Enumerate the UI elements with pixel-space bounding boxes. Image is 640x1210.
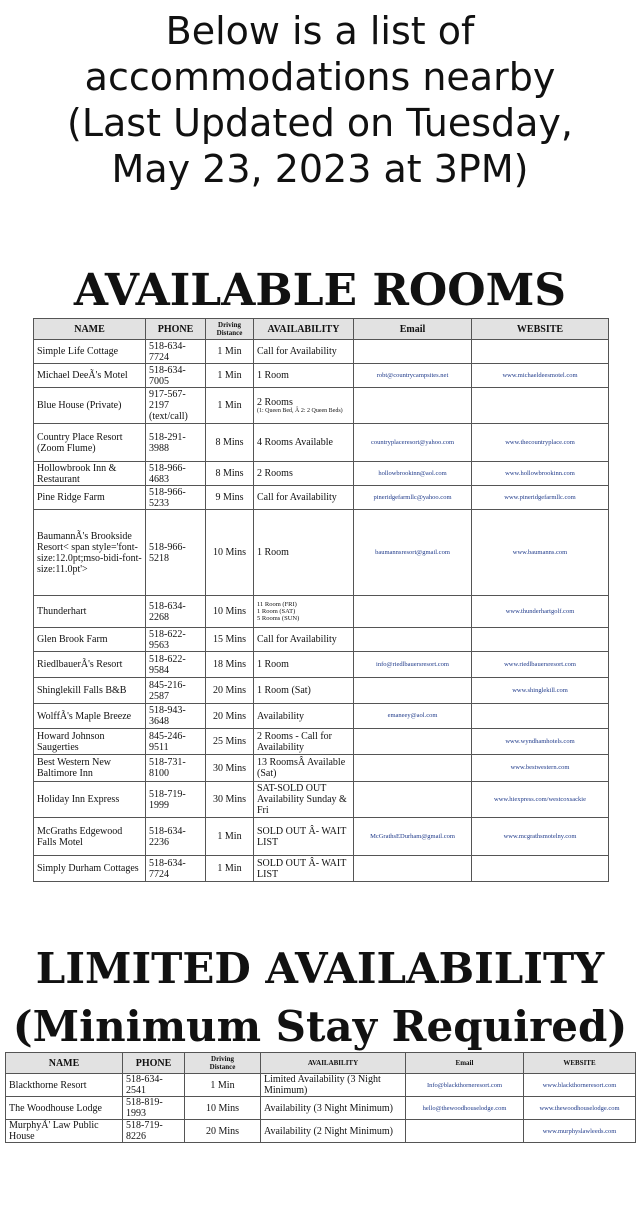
table-row (34, 596, 609, 628)
table-header-row (34, 319, 609, 340)
cell-name: Hollowbrook Inn & Restaurant (34, 462, 146, 486)
cell-availability: 1 Room (254, 364, 354, 388)
intro-line: May 23, 2023 at 3PM) (111, 147, 529, 191)
table-row (34, 652, 609, 678)
cell-distance: 1 Min (206, 388, 254, 424)
table-row (34, 678, 609, 704)
cell-availability (254, 596, 354, 628)
cell-website[interactable]: www.murphyslawleeds.com (524, 1120, 636, 1143)
cell-name: Simply Durham Cottages (34, 856, 146, 882)
header-availability: AVAILABILITY (254, 319, 354, 340)
intro-heading (0, 8, 640, 192)
header-availability: AVAILABILITY (261, 1053, 406, 1074)
header-website: WEBSITE (472, 319, 609, 340)
cell-email[interactable]: emaneey@aol.com (354, 704, 472, 729)
header-phone: PHONE (146, 319, 206, 340)
cell-email[interactable] (354, 729, 472, 755)
cell-website[interactable]: www.pineridgefarmllc.com (472, 486, 609, 510)
table-row (34, 729, 609, 755)
cell-name: Howard Johnson Saugerties (34, 729, 146, 755)
table-row (34, 704, 609, 729)
cell-availability: SOLD OUT Â- WAIT LIST (254, 856, 354, 882)
cell-website[interactable] (472, 628, 609, 652)
cell-name: MurphyÃ' Law Public House (6, 1120, 123, 1143)
header-distance-top: Driving (211, 1055, 234, 1063)
cell-phone: 518-943-3648 (146, 704, 206, 729)
cell-distance: 20 Mins (206, 678, 254, 704)
cell-name: Glen Brook Farm (34, 628, 146, 652)
cell-distance: 25 Mins (206, 729, 254, 755)
cell-website[interactable]: www.bestwestern.com (472, 755, 609, 782)
cell-distance: 18 Mins (206, 652, 254, 678)
cell-availability: Availability (254, 704, 354, 729)
cell-distance: 1 Min (206, 818, 254, 856)
cell-email[interactable]: baumannsresort@gmail.com (354, 510, 472, 596)
table-row (34, 388, 609, 424)
cell-availability: 2 Rooms (254, 462, 354, 486)
table-row (34, 364, 609, 388)
limited-availability-table (5, 1052, 636, 1143)
cell-availability: 4 Rooms Available (254, 424, 354, 462)
cell-phone: 518-634-2541 (123, 1074, 185, 1097)
cell-website[interactable]: www.wyndhamhotels.com (472, 729, 609, 755)
availability-line: 11 Room (FRI) (257, 601, 297, 608)
available-rooms-title: AVAILABLE ROOMS (73, 265, 567, 316)
cell-website[interactable]: www.thecountryplace.com (472, 424, 609, 462)
cell-name: Blackthorne Resort (6, 1074, 123, 1097)
availability-line: 5 Rooms (SUN) (257, 615, 300, 622)
cell-name: McGraths Edgewood Falls Motel (34, 818, 146, 856)
cell-availability: 13 RoomsÂ Available (Sat) (254, 755, 354, 782)
cell-phone: 518-719-8226 (123, 1120, 185, 1143)
cell-email[interactable] (406, 1120, 524, 1143)
cell-distance: 20 Mins (185, 1120, 261, 1143)
cell-distance: 1 Min (185, 1074, 261, 1097)
cell-distance: 10 Mins (185, 1097, 261, 1120)
cell-name: Thunderhart (34, 596, 146, 628)
cell-distance: 30 Mins (206, 755, 254, 782)
intro-line: Below is a list of (165, 9, 475, 53)
availability-note: (1: Queen Bed, Â 2: 2 Queen Beds) (257, 407, 343, 414)
cell-email[interactable]: pineridgefarmllc@yahoo.com (354, 486, 472, 510)
table-row (34, 818, 609, 856)
cell-website[interactable]: www.hiexpress.com/westcoxsackie (472, 782, 609, 818)
table-row (34, 782, 609, 818)
cell-availability: Call for Availability (254, 486, 354, 510)
cell-phone: 518-291-3988 (146, 424, 206, 462)
cell-email[interactable] (354, 388, 472, 424)
table-row (34, 510, 609, 596)
header-distance (185, 1053, 261, 1074)
cell-website[interactable]: www.blackthorneresort.com (524, 1074, 636, 1097)
table-row (34, 856, 609, 882)
header-distance-bottom: Distance (209, 1063, 236, 1071)
cell-distance: 8 Mins (206, 462, 254, 486)
cell-website[interactable] (472, 704, 609, 729)
cell-website[interactable]: www.mcgrathsmotelny.com (472, 818, 609, 856)
cell-phone: 518-622-9563 (146, 628, 206, 652)
cell-email[interactable] (354, 856, 472, 882)
cell-name: Holiday Inn Express (34, 782, 146, 818)
table-row (34, 462, 609, 486)
cell-email[interactable]: McGrathsEDurham@gmail.com (354, 818, 472, 856)
cell-name: Best Western New Baltimore Inn (34, 755, 146, 782)
table-row (34, 628, 609, 652)
cell-name: Shinglekill Falls B&B (34, 678, 146, 704)
cell-email[interactable] (354, 755, 472, 782)
cell-phone: 845-216-2587 (146, 678, 206, 704)
cell-name: RiedlbauerÃ's Resort (34, 652, 146, 678)
cell-name: Simple Life Cottage (34, 340, 146, 364)
cell-availability (254, 388, 354, 424)
cell-email[interactable]: hello@thewoodhouselodge.com (406, 1097, 524, 1120)
cell-phone: 518-634-7005 (146, 364, 206, 388)
cell-email[interactable]: info@riedlbauersresort.com (354, 652, 472, 678)
cell-availability: Call for Availability (254, 340, 354, 364)
cell-email[interactable] (354, 678, 472, 704)
cell-email[interactable]: robt@countrycampsites.net (354, 364, 472, 388)
cell-distance: 20 Mins (206, 704, 254, 729)
cell-name: Blue House (Private) (34, 388, 146, 424)
header-email: Email (354, 319, 472, 340)
cell-website[interactable]: www.thunderhartgolf.com (472, 596, 609, 628)
cell-website[interactable] (472, 856, 609, 882)
table-row (34, 486, 609, 510)
cell-name: Pine Ridge Farm (34, 486, 146, 510)
cell-phone: 518-634-7724 (146, 856, 206, 882)
cell-phone: 518-966-4683 (146, 462, 206, 486)
cell-availability: 2 Rooms - Call for Availability (254, 729, 354, 755)
header-website: WEBSITE (524, 1053, 636, 1074)
cell-website[interactable] (472, 388, 609, 424)
cell-name: BaumannÃ's Brookside Resort< span style='font-size:12.0pt;mso-bidi-font-size:11.0pt'> (34, 510, 146, 596)
cell-email[interactable] (354, 340, 472, 364)
header-phone: PHONE (123, 1053, 185, 1074)
cell-name: Country Place Resort (Zoom Flume) (34, 424, 146, 462)
cell-name: The Woodhouse Lodge (6, 1097, 123, 1120)
table-row (6, 1120, 636, 1143)
cell-availability: Availability (3 Night Minimum) (261, 1097, 406, 1120)
header-name: NAME (34, 319, 146, 340)
cell-website[interactable]: www.shinglekill.com (472, 678, 609, 704)
cell-email[interactable]: countryplaceresort@yahoo.com (354, 424, 472, 462)
header-email: Email (406, 1053, 524, 1074)
cell-availability: Call for Availability (254, 628, 354, 652)
cell-phone: 518-634-7724 (146, 340, 206, 364)
cell-distance: 8 Mins (206, 424, 254, 462)
table-header-row (6, 1053, 636, 1074)
cell-availability: 1 Room (254, 652, 354, 678)
cell-availability: SOLD OUT Â- WAIT LIST (254, 818, 354, 856)
header-distance-top: Driving (218, 321, 241, 329)
cell-phone: 845-246-9511 (146, 729, 206, 755)
cell-phone: 518-966-5218 (146, 510, 206, 596)
cell-distance: 10 Mins (206, 510, 254, 596)
intro-line: accommodations nearby (84, 55, 556, 99)
cell-distance: 30 Mins (206, 782, 254, 818)
table-row (34, 755, 609, 782)
cell-distance: 10 Mins (206, 596, 254, 628)
cell-phone: 917-567-2197 (text/call) (146, 388, 206, 424)
limited-availability-title: LIMITED AVAILABILITY (35, 944, 605, 993)
cell-distance: 9 Mins (206, 486, 254, 510)
table-row (34, 424, 609, 462)
cell-phone: 518-731-8100 (146, 755, 206, 782)
cell-phone: 518-634-2236 (146, 818, 206, 856)
cell-distance: 1 Min (206, 364, 254, 388)
availability-line: 1 Room (SAT) (257, 608, 296, 615)
cell-availability: SAT-SOLD OUT Availability Sunday & Fri (254, 782, 354, 818)
cell-website[interactable]: www.michaeldeesmotel.com (472, 364, 609, 388)
cell-availability: Availability (2 Night Minimum) (261, 1120, 406, 1143)
cell-distance: 1 Min (206, 856, 254, 882)
table-row (6, 1097, 636, 1120)
cell-website[interactable]: www.baumanns.com (472, 510, 609, 596)
cell-availability: Limited Availability (3 Night Minimum) (261, 1074, 406, 1097)
cell-website[interactable]: www.hollowbrookinn.com (472, 462, 609, 486)
cell-email[interactable] (354, 628, 472, 652)
cell-email[interactable]: Info@blackthorneresort.com (406, 1074, 524, 1097)
cell-phone: 518-819-1993 (123, 1097, 185, 1120)
cell-email[interactable] (354, 596, 472, 628)
intro-line: (Last Updated on Tuesday, (67, 101, 573, 145)
cell-website[interactable]: www.thewoodhouselodge.com (524, 1097, 636, 1120)
table-row (34, 340, 609, 364)
cell-availability: 1 Room (Sat) (254, 678, 354, 704)
cell-distance: 1 Min (206, 340, 254, 364)
cell-website[interactable] (472, 340, 609, 364)
limited-availability-subtitle: (Minimum Stay Required) (12, 1002, 628, 1051)
available-rooms-table (33, 318, 609, 882)
cell-phone: 518-634-2268 (146, 596, 206, 628)
cell-phone: 518-966-5233 (146, 486, 206, 510)
header-distance (206, 319, 254, 340)
cell-availability: 1 Room (254, 510, 354, 596)
header-name: NAME (6, 1053, 123, 1074)
cell-phone: 518-719-1999 (146, 782, 206, 818)
cell-name: WolffÃ's Maple Breeze (34, 704, 146, 729)
cell-email[interactable]: hollowbrookinn@aol.com (354, 462, 472, 486)
availability-main: 2 Rooms (257, 396, 293, 408)
cell-distance: 15 Mins (206, 628, 254, 652)
cell-name: Michael DeeÃ's Motel (34, 364, 146, 388)
table-row (6, 1074, 636, 1097)
cell-website[interactable]: www.riedlbauersresort.com (472, 652, 609, 678)
cell-email[interactable] (354, 782, 472, 818)
header-distance-bottom: Distance (216, 329, 243, 337)
cell-phone: 518-622-9584 (146, 652, 206, 678)
